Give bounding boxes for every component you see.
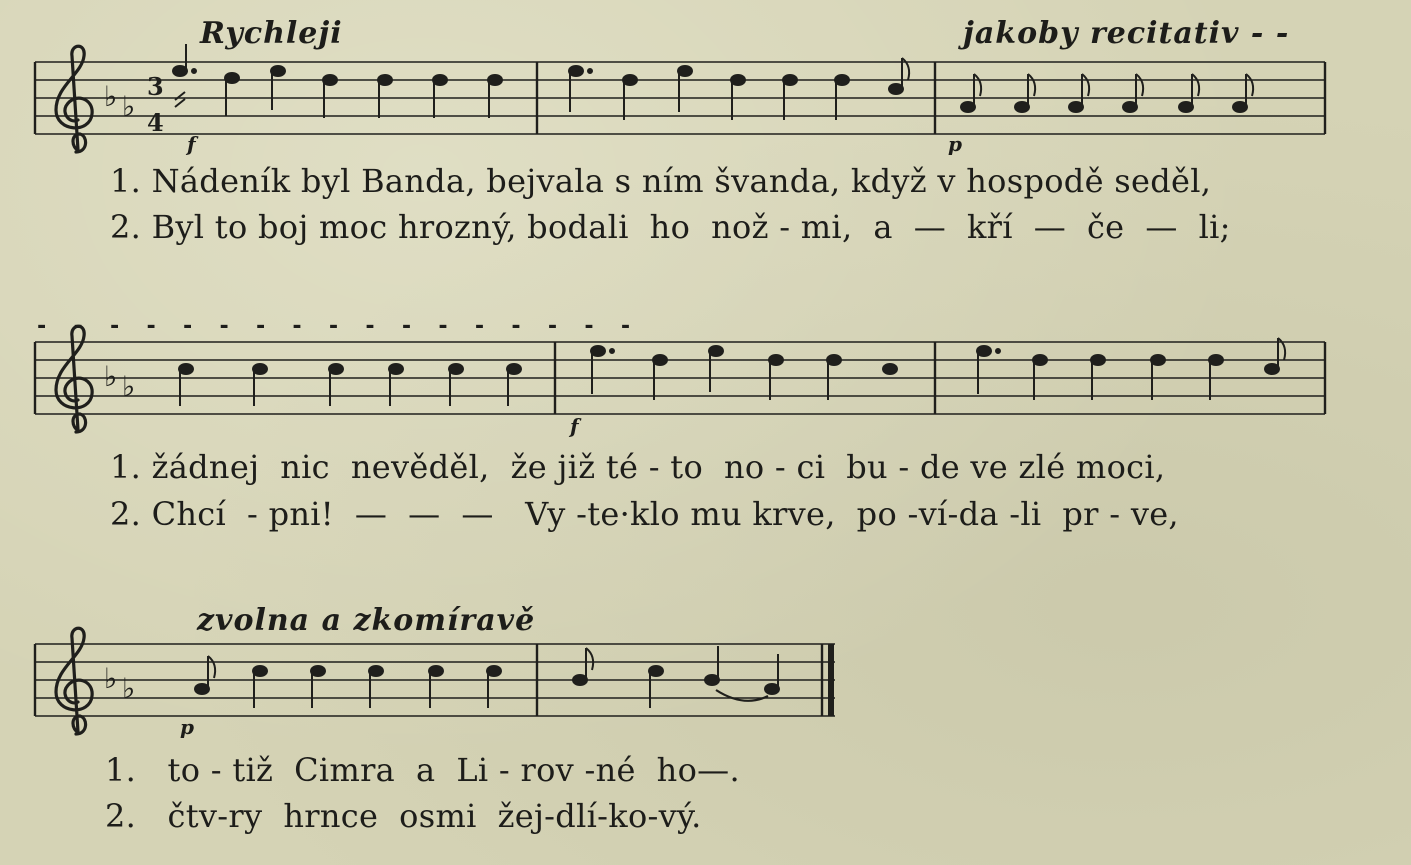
lyrics-verse-1-line-3: 1. to - tiž Cimra a Li - rov -né ho—. [105,751,740,789]
tempo-marking-recitativ: jakoby recitativ - - [963,16,1290,51]
music-staff-system-3 [0,622,900,762]
time-signature [147,72,164,137]
svg-text:4: 4 [147,108,164,137]
lyrics-verse-1-line-1: 1. Nádeník byl Banda, bejvala s ním švanda, když v hospodě seděl, [110,162,1212,200]
notes-system-1 [173,44,1253,120]
lyrics-verse-2-line-3: 2. čtv-ry hrnce osmi žej-dlí-ko-vý. [105,797,702,835]
lyrics-verse-2-line-1: 2. Byl to boj moc hrozný, bodali ho nož - mi, a — kří — če — li; [110,208,1231,246]
svg-text:♭: ♭ [122,672,136,705]
lyrics-verse-2-line-2: 2. Chcí - pni! — — — Vy -te·klo mu krve, po -ví-da -li pr - ve, [110,495,1179,533]
recitativ-continuation-dashes: - - - - - - - - - - - - - - - - - [35,314,638,339]
svg-text:♭: ♭ [104,80,118,113]
svg-text:♭: ♭ [104,662,118,695]
svg-text:♭: ♭ [104,360,118,393]
dynamic-piano-3: p [180,715,194,739]
dynamic-forte-2: f [570,414,579,438]
svg-text:♭: ♭ [122,90,136,123]
music-staff-system-2 [0,320,1411,460]
dynamic-piano-1: p [948,132,962,156]
svg-text:♭: ♭ [122,370,136,403]
lyrics-verse-1-line-2: 1. žádnej nic nevěděl, že již té - to no - ci bu - de ve zlé moci, [110,448,1166,486]
svg-text:3: 3 [147,72,164,101]
tempo-marking-zvolna: zvolna a zkomíravě [197,603,536,638]
tempo-marking-rychleji: Rychleji [200,16,343,51]
dynamic-forte-1: f [187,132,196,156]
